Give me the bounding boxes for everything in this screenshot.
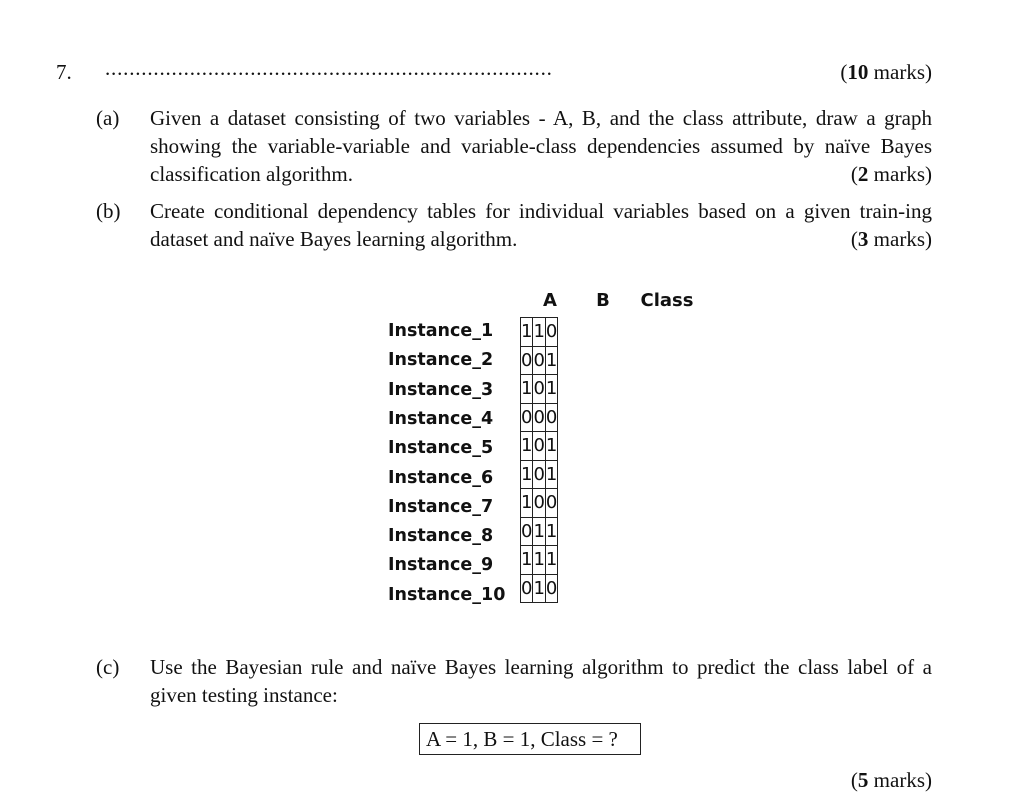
data-table xyxy=(520,317,558,603)
part-a-text: Given a dataset consisting of two variables - A, B, and the class attribute, draw a graph showing the variable-variable and variable-class dependencies assumed by naïve Bayes classification algorithm. xyxy=(150,106,932,186)
row-label: Instance_5 xyxy=(388,438,494,459)
question-marks: (10 marks) xyxy=(840,60,932,84)
table-row xyxy=(521,574,558,603)
table-cell: 1 xyxy=(545,346,557,375)
row-label: Instance_6 xyxy=(388,467,494,488)
table-cell: 1 xyxy=(533,318,545,347)
table-cell: 1 xyxy=(521,432,533,461)
table-cell: 1 xyxy=(533,574,545,603)
question-number: 7. xyxy=(56,60,72,84)
row-label: Instance_8 xyxy=(388,526,494,547)
table-row xyxy=(521,460,558,489)
table-cell: 0 xyxy=(533,375,545,404)
table-cell: 0 xyxy=(545,489,557,518)
table-row xyxy=(521,489,558,518)
table-cell: 0 xyxy=(545,574,557,603)
table-row xyxy=(521,346,558,375)
table-cell: 1 xyxy=(545,517,557,546)
table-cell: 0 xyxy=(521,517,533,546)
part-b-marks: (3 marks) xyxy=(850,227,932,251)
row-label: Instance_3 xyxy=(388,379,494,400)
table-cell: 0 xyxy=(545,318,557,347)
part-c-marks: (5 marks) xyxy=(850,768,932,792)
table-cell: 0 xyxy=(533,489,545,518)
col-header-a: A xyxy=(543,290,557,311)
table-cell: 1 xyxy=(545,432,557,461)
table-cell: 1 xyxy=(521,489,533,518)
part-c-label: (c) xyxy=(96,655,120,679)
test-instance-box: A = 1, B = 1, Class = ? xyxy=(419,723,641,755)
table-cell: 0 xyxy=(521,346,533,375)
part-a-label: (a) xyxy=(96,106,120,130)
row-label: Instance_10 xyxy=(388,584,506,605)
table-cell: 1 xyxy=(533,546,545,575)
table-cell: 0 xyxy=(533,460,545,489)
table-cell: 1 xyxy=(545,375,557,404)
table-cell: 1 xyxy=(521,375,533,404)
table-cell: 0 xyxy=(533,403,545,432)
row-label: Instance_1 xyxy=(388,321,494,341)
row-label: Instance_7 xyxy=(388,496,494,517)
table-cell: 0 xyxy=(545,403,557,432)
table-cell: 1 xyxy=(545,546,557,575)
table-cell: 0 xyxy=(521,574,533,603)
table-row xyxy=(521,432,558,461)
table-cell: 1 xyxy=(521,546,533,575)
table-row xyxy=(521,403,558,432)
table-cell: 0 xyxy=(521,403,533,432)
table-cell: 1 xyxy=(545,460,557,489)
part-b-text: Create conditional dependency tables for individual variables based on a given train-ing dataset and naïve Bayes learning algorithm. xyxy=(150,199,932,251)
table-row xyxy=(521,375,558,404)
leader-dots: .......................................................................... xyxy=(105,56,553,76)
col-header-b: B xyxy=(596,290,610,311)
table-cell: 1 xyxy=(521,318,533,347)
table-cell: 0 xyxy=(533,346,545,375)
row-label: Instance_9 xyxy=(388,555,494,576)
col-header-class: Class xyxy=(640,290,694,311)
table-cell: 0 xyxy=(533,432,545,461)
table-body xyxy=(521,318,558,603)
table-row xyxy=(521,318,558,347)
part-b-label: (b) xyxy=(96,199,121,223)
part-c-text: Use the Bayesian rule and naïve Bayes learning algorithm to predict the class label of a given testing instance: xyxy=(150,655,932,707)
table-row xyxy=(521,546,558,575)
part-a-marks: (2 marks) xyxy=(850,162,932,186)
table-cell: 1 xyxy=(521,460,533,489)
row-label: Instance_2 xyxy=(388,350,494,371)
table-row xyxy=(521,517,558,546)
row-label: Instance_4 xyxy=(388,408,494,429)
table-cell: 1 xyxy=(533,517,545,546)
